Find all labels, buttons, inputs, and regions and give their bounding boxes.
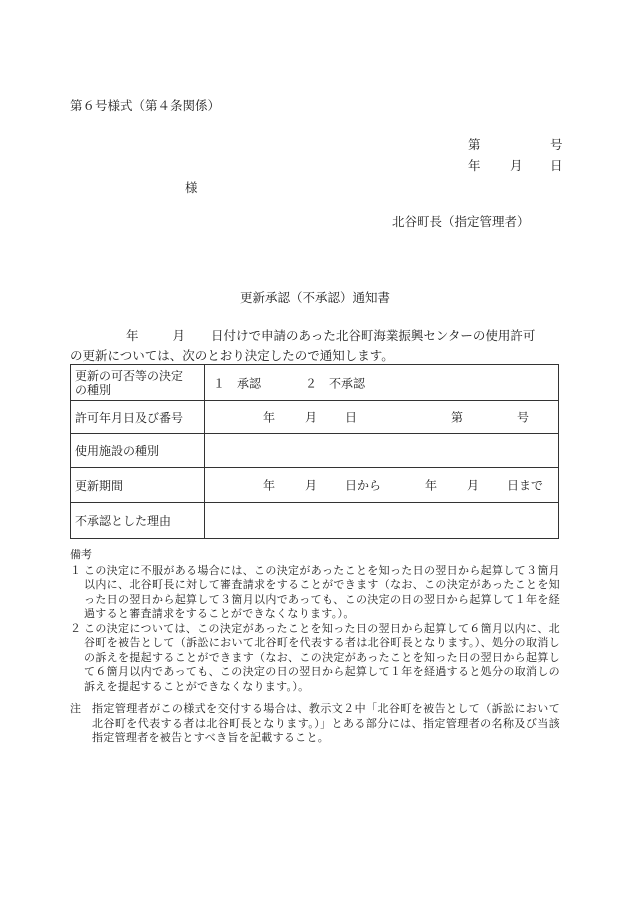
permit-year-label: 年 (263, 410, 276, 425)
decision-type-label-line1: 更新の可否等の決定 (75, 368, 184, 383)
permit-day-label: 日 (345, 410, 358, 425)
table-row (71, 503, 559, 539)
decision-type-value (205, 365, 559, 401)
facility-type-label: 使用施設の種別 (71, 434, 205, 468)
date-year-label: 年 (468, 158, 481, 173)
permit-number-suffix: 号 (517, 410, 530, 425)
form-number-label: 第６号様式（第４条関係） (70, 98, 221, 113)
document-number-suffix: 号 (550, 137, 563, 152)
intro-year: 年 (126, 328, 139, 343)
remarks-item (70, 564, 560, 622)
table-row (71, 401, 559, 434)
addressee-honorific: 様 (185, 180, 198, 195)
remarks-item (70, 622, 560, 695)
remarks-section (70, 548, 560, 746)
footnote-text: 指定管理者がこの様式を交付する場合は、教示文２中「北谷町を被告として（訴訟において北谷町を代表する者は北谷町長となります。）」とある部分には、指定管理者の名称及び当該指定管理者を被告とすべき旨を記載すること。 (92, 702, 560, 744)
intro-line2: の更新については、次のとおり決定したので通知します。 (70, 348, 394, 363)
permit-month-label: 月 (305, 410, 318, 425)
table-row (71, 365, 559, 401)
intro-line1: 日付けで申請のあった北谷町海業振興センターの使用許可 (211, 328, 536, 343)
disapproval-reason-value (205, 503, 559, 539)
permit-date-number-label: 許可年月日及び番号 (71, 401, 205, 434)
renewal-period-label: 更新期間 (71, 468, 205, 503)
intro-month: 月 (172, 328, 186, 343)
remarks-item-number: ２ (70, 621, 81, 635)
disapproval-reason-label: 不承認とした理由 (71, 503, 205, 539)
remarks-heading: 備考 (70, 548, 92, 561)
table-row (71, 434, 559, 468)
footnote-label: 注 (70, 702, 81, 715)
period-start-day: 日から (345, 478, 382, 493)
period-end-month: 月 (467, 478, 480, 493)
footnote (70, 702, 560, 746)
date-month-label: 月 (510, 158, 523, 173)
permit-date-number-value (205, 401, 559, 434)
decision-type-label (71, 365, 205, 401)
decision-type-label-line2: の種別 (75, 382, 112, 397)
remarks-item-text: この決定については、この決定があったことを知った日の翌日から起算して６箇月以内に、北谷町を被告として（訴訟において北谷町を代表する者は北谷町長となります。）、処分の取消しの訴えを提起することができます（なお、この決定があったことを知った日の翌日から起算して６箇月以内であっても、この決定の日の翌日から起算して１年を経過すると処分の取消しの訴えを提起することができなくなります。）。 (84, 621, 560, 693)
document-number-prefix: 第 (468, 137, 481, 152)
renewal-period-value (205, 468, 559, 503)
issuer-name: 北谷町長（指定管理者） (392, 214, 530, 229)
period-start-month: 月 (305, 478, 318, 493)
facility-type-value (205, 434, 559, 468)
document-title: 更新承認（不承認）通知書 (239, 290, 390, 305)
permit-number-prefix: 第 (451, 410, 464, 425)
option-approve: １ 承認 (213, 376, 262, 390)
table-row (71, 468, 559, 503)
remarks-item-text: この決定に不服がある場合には、この決定があったことを知った日の翌日から起算して３箇月以内に、北谷町長に対して審査請求をすることができます（なお、この決定があったことを知った日の翌日から起算して３箇月以内であっても、この決定の日の翌日から起算して１年を経過すると審査請求をすることができなくなります。）。 (84, 563, 560, 620)
period-start-year: 年 (263, 478, 276, 493)
date-day-label: 日 (550, 158, 563, 173)
option-disapprove: ２ 不承認 (305, 376, 366, 390)
remarks-item-number: １ (70, 563, 81, 577)
decision-table (70, 364, 559, 539)
period-end-year: 年 (425, 478, 438, 493)
intro-paragraph (70, 326, 562, 366)
period-end-day: 日まで (507, 478, 544, 493)
